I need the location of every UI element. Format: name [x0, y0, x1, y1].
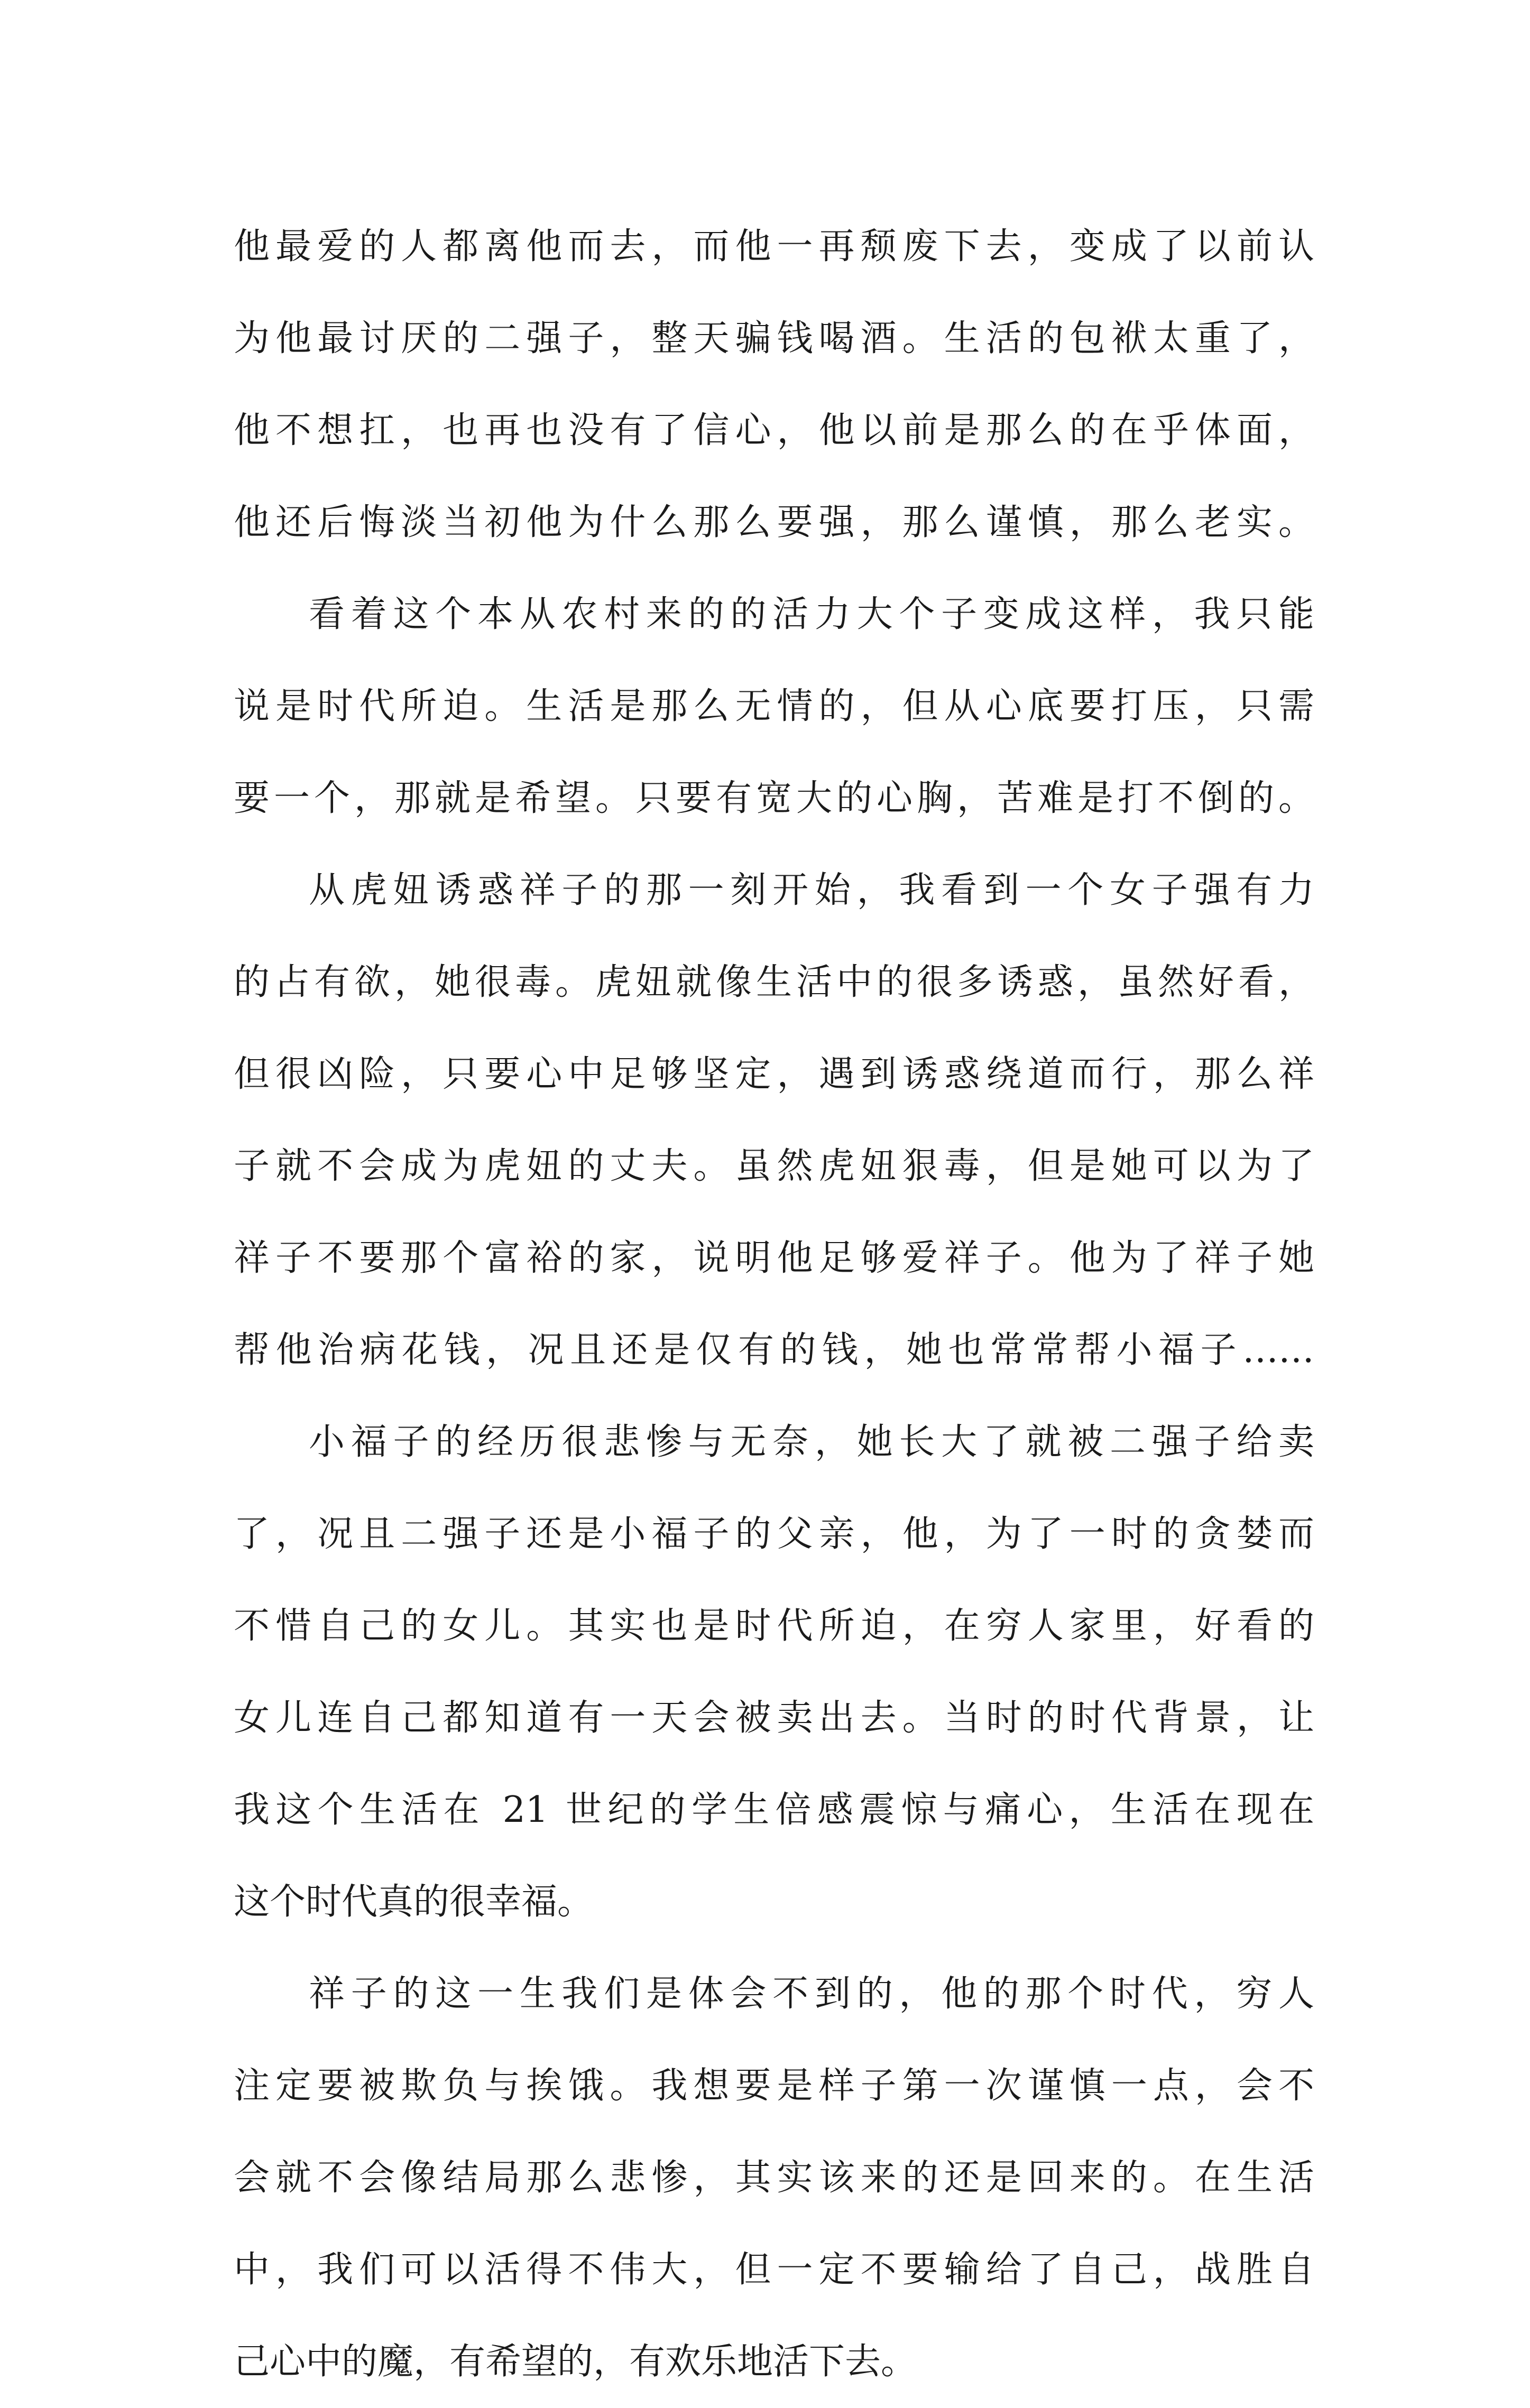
text-line: 说是时代所迫。生活是那么无情的，但从心底要打压，只需 — [234, 686, 1314, 727]
text-line: 祥子不要那个富裕的家，说明他足够爱祥子。他为了祥子她 — [234, 1237, 1314, 1279]
text-line: 要一个，那就是希望。只要有宽大的心胸，苦难是打不倒的。 — [234, 777, 1314, 819]
text-line: 的占有欲，她很毒。虎妞就像生活中的很多诱惑，虽然好看， — [234, 961, 1314, 1003]
body-text — [234, 201, 1314, 2408]
text-line: 不惜自己的女儿。其实也是时代所迫，在穷人家里，好看的 — [234, 1605, 1314, 1647]
text-line: 为他最讨厌的二强子，整天骗钱喝酒。生活的包袱太重了， — [234, 318, 1314, 359]
text-line: 但很凶险，只要心中足够坚定，遇到诱惑绕道而行，那么祥 — [234, 1053, 1314, 1095]
text-line: 注定要被欺负与挨饿。我想要是样子第一次谨慎一点，会不 — [234, 2065, 1314, 2107]
text-line: 会就不会像结局那么悲惨，其实该来的还是回来的。在生活 — [234, 2157, 1314, 2199]
text-line: 他还后悔淡当初他为什么那么要强，那么谨慎，那么老实。 — [234, 502, 1314, 543]
paragraph-last-line: 这个时代真的很幸福。 — [234, 1881, 594, 1923]
paragraph-first-line: 看着这个本从农村来的的活力大个子变成这样，我只能 — [309, 594, 1314, 635]
text-line: 中，我们可以活得不伟大，但一定不要输给了自己，战胜自 — [234, 2249, 1314, 2291]
text-line: 他不想扛，也再也没有了信心，他以前是那么的在乎体面， — [234, 410, 1314, 451]
paragraph-last-line: 己心中的魔，有希望的，有欢乐地活下去。 — [234, 2341, 917, 2383]
text-line: 帮他治病花钱，况且还是仅有的钱，她也常常帮小福子…… — [234, 1329, 1314, 1371]
text-line: 了，况且二强子还是小福子的父亲，他，为了一时的贪婪而 — [234, 1513, 1314, 1555]
paragraph-first-line: 从虎妞诱惑祥子的那一刻开始，我看到一个女子强有力 — [309, 869, 1314, 911]
text-line: 我这个生活在 21 世纪的学生倍感震惊与痛心，生活在现在 — [234, 1789, 1314, 1831]
text-line: 女儿连自己都知道有一天会被卖出去。当时的时代背景，让 — [234, 1697, 1314, 1739]
paragraph-first-line: 祥子的这一生我们是体会不到的，他的那个时代，穷人 — [309, 1973, 1314, 2015]
text-line: 子就不会成为虎妞的丈夫。虽然虎妞狠毒，但是她可以为了 — [234, 1145, 1314, 1187]
text-line: 他最爱的人都离他而去，而他一再颓废下去，变成了以前认 — [234, 226, 1314, 267]
paragraph-first-line: 小福子的经历很悲惨与无奈，她长大了就被二强子给卖 — [309, 1421, 1314, 1463]
